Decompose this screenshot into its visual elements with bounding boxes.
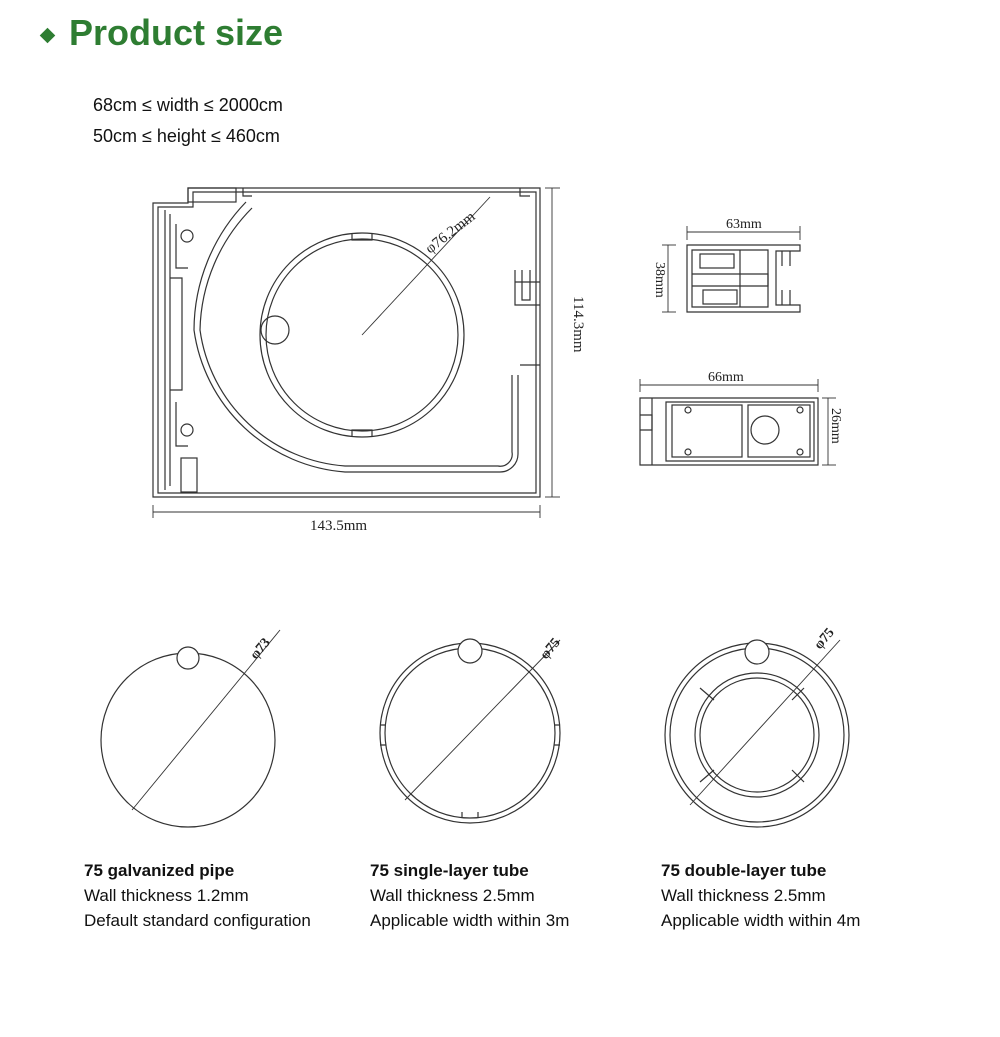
single-layer-tube-drawing bbox=[380, 639, 560, 823]
tube-spec-line: Applicable width within 4m bbox=[661, 911, 861, 930]
double-layer-tube-drawing bbox=[665, 640, 849, 827]
tube-spec-line: Wall thickness 2.5mm bbox=[661, 886, 826, 905]
height-dimension-line bbox=[545, 188, 560, 497]
height-range: 50cm ≤ height ≤ 460cm bbox=[93, 126, 280, 146]
housing-diameter-label: φ76.2mm bbox=[422, 208, 479, 258]
profile-1-height-label: 38mm bbox=[652, 262, 667, 298]
profile-1-width-label: 63mm bbox=[726, 217, 762, 232]
tube-spec-line: Wall thickness 2.5mm bbox=[370, 886, 535, 905]
page-title: Product size bbox=[69, 12, 284, 53]
bottom-bar-profile-2 bbox=[640, 398, 818, 465]
housing-profile-drawing bbox=[153, 188, 540, 497]
profile-2-height-label: 26mm bbox=[828, 408, 843, 444]
tube-caption-2 bbox=[370, 858, 569, 933]
width-range: 68cm ≤ width ≤ 2000cm bbox=[93, 95, 283, 115]
tube-caption-3 bbox=[661, 858, 860, 933]
tube-3-diameter-label: φ75 bbox=[811, 625, 838, 653]
tube-spec-line: Wall thickness 1.2mm bbox=[84, 886, 249, 905]
galvanized-pipe-drawing bbox=[101, 630, 280, 827]
tube-1-diameter-label: φ73 bbox=[247, 635, 274, 663]
tube-spec-line: Applicable width within 3m bbox=[370, 911, 570, 930]
bottom-bar-profile-1 bbox=[687, 245, 800, 312]
housing-width-label: 143.5mm bbox=[310, 518, 368, 534]
width-dimension-line bbox=[153, 505, 540, 518]
profile-2-width-label: 66mm bbox=[708, 370, 744, 385]
tube-spec-line: Default standard configuration bbox=[84, 911, 311, 930]
tube-title: 75 single-layer tube bbox=[370, 861, 529, 880]
tube-title: 75 double-layer tube bbox=[661, 861, 827, 880]
tube-title: 75 galvanized pipe bbox=[84, 861, 235, 880]
housing-height-label: 114.3mm bbox=[570, 296, 586, 353]
tube-caption-1 bbox=[84, 858, 311, 933]
tube-2-diameter-label: φ75 bbox=[537, 635, 564, 663]
